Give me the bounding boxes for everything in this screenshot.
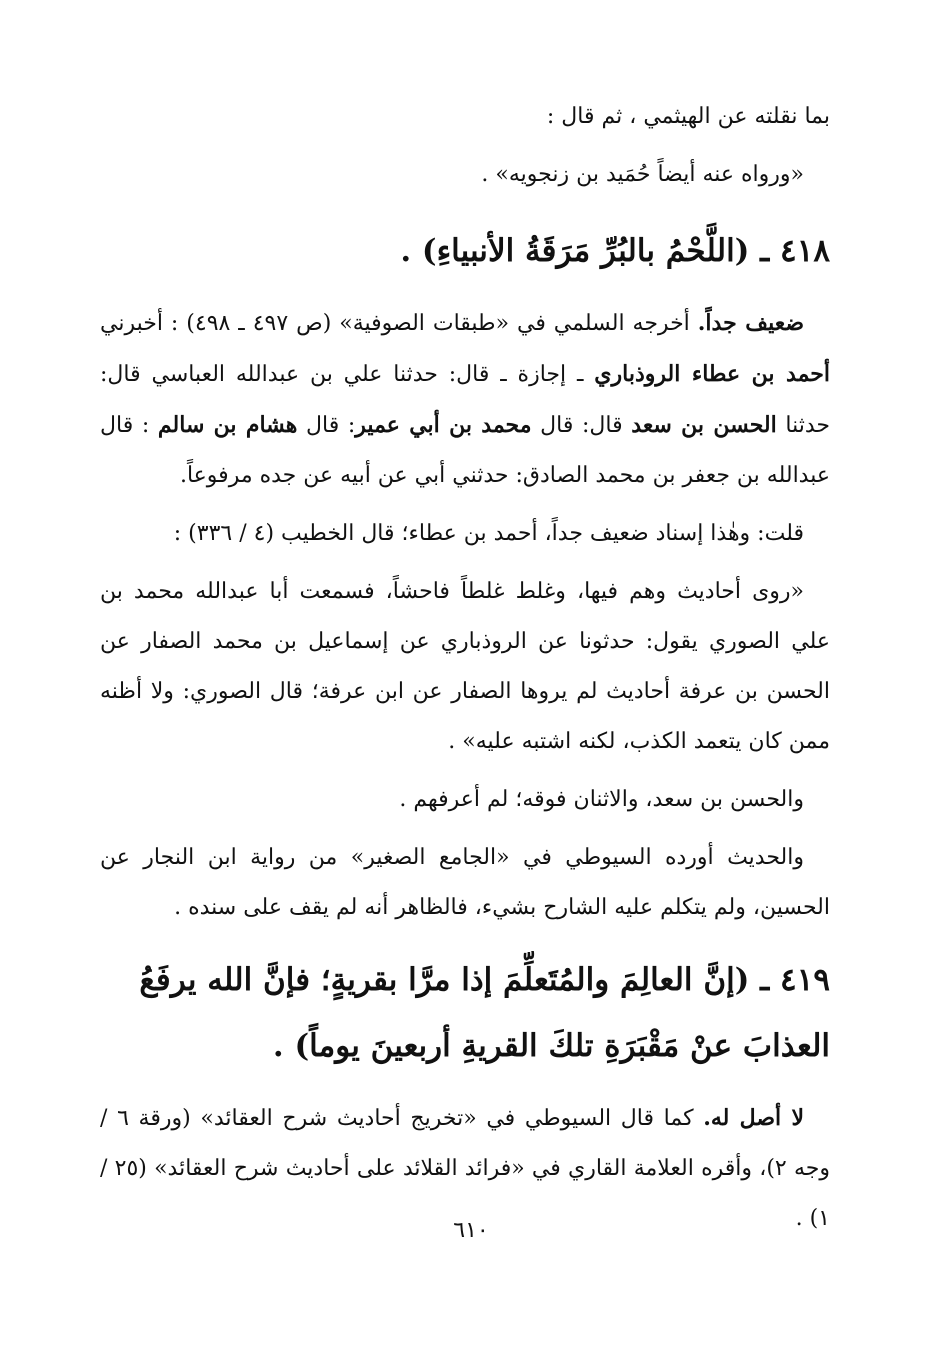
hadith-418-comment (100, 509, 830, 559)
takhrij-419: كما قال السيوطي في «تخريج أحاديث شرح العقائد» (ورقة ٦ / وجه ٢)، وأقره العلامة القاري في «فرائد القلائد على أحاديث شرح العقائد» (٢٥ / ١) . (100, 1106, 830, 1231)
book-page (100, 88, 830, 1252)
hadith-419-heading: ٤١٩ ـ (إنَّ العالِمَ والمُتَعلِّمَ إذا مرَّا بقريةٍ؛ فإنَّ الله يرفَعُ العذابَ عنْ مَقْبَرَةِ تلكَ القريةِ أربعينَ يوماً) . (139, 962, 830, 1064)
takhrij-source: أخرجه السلمي في «طبقات الصوفية» (ص ٤٩٧ ـ ٤٩٨) : أخبرني (100, 311, 698, 336)
grade-419: لا أصل له. (703, 1105, 805, 1131)
intro-line-1: بما نقلته عن الهيثمي ، ثم قال : (546, 104, 830, 129)
narrator-2: الحسن بن سعد (631, 412, 777, 438)
khatib-quote-block (100, 567, 830, 767)
hadith-418-takhrij-text (100, 298, 830, 501)
hadith-418-heading: ٤١٨ ـ (اللَّحْمُ بالبُرِّ مَرَقَةُ الأنبياءِ) . (400, 233, 830, 269)
takhrij-t2: قال: قال (531, 413, 632, 438)
page-number: ٦١٠ (453, 1218, 489, 1243)
narrator-3: محمد بن أبي عمير (355, 412, 532, 438)
takhrij-t3: : قال (297, 413, 356, 438)
khatib-quote: «روى أحاديث وهم فيها، وغلط غلطاً فاحشاً، فسمعت أبا عبدالله محمد بن علي الصوري يقول: حدثونا عن الروذباري عن إسماعيل بن محمد الصفار عن الحسن بن عرفة أحاديث لم يروها الصفار عن ابن عرفة؛ قال الصوري: ولا أظنه ممن كان يتعمد الكذب، لكنه اشتبه عليه» . (100, 579, 830, 754)
takhrij-t4: : قال عبدالله بن جعفر بن محمد الصادق: حدثني أبي عن أبيه عن جده مرفوعاً. (100, 413, 830, 488)
intro-quote: «ورواه عنه أيضاً حُمَيد بن زنجويه» . (481, 162, 804, 187)
intro-block (100, 88, 830, 204)
hadith-418-takhrij (100, 298, 830, 501)
narrator-4: هشام بن سالم (157, 412, 298, 438)
unknown-narrators-block (100, 775, 830, 825)
suyuti-note-block (100, 833, 830, 933)
comment-text: قلت: وهٰذا إسناد ضعيف جداً، أحمد بن عطاء؛ قال الخطيب (٤ / ٣٣٦) : (173, 521, 804, 546)
takhrij-t1: ـ إجازة ـ قال: حدثنا علي بن عبدالله العباسي قال: حدثنا (100, 362, 830, 438)
unknown-narrators: والحسن بن سعد، والاثنان فوقه؛ لم أعرفهم . (399, 787, 804, 812)
grade-418: ضعيف جداً. (697, 310, 804, 336)
suyuti-note: والحديث أورده السيوطي في «الجامع الصغير» من رواية ابن النجار عن الحسين، ولم يتكلم عليه الشارح بشيء، فالظاهر أنه لم يقف على سنده . (100, 845, 830, 920)
narrator-1: أحمد بن عطاء الروذباري (594, 361, 830, 387)
